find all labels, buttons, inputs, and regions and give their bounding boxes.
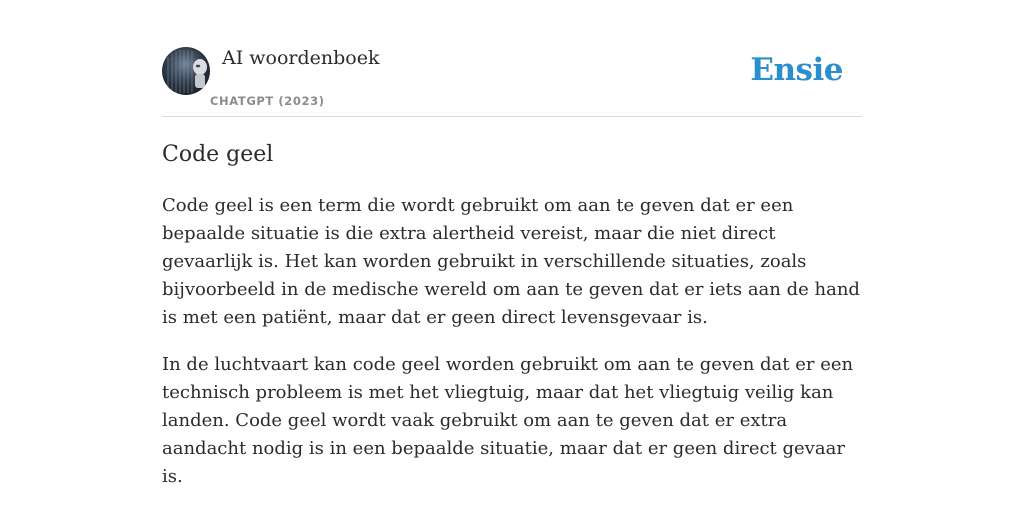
paragraph: Code geel is een term die wordt gebruikt om aan te geven dat er een bepaalde situatie is die extra alertheid vereist, maar die niet direct gevaarlijk is. Het kan worden gebruikt in verschillende situaties, zoals bijvoorbeeld in de medische wereld om aan te geven dat er iets aan de hand is met een patiënt, maar dat er geen direct levensgevaar is.	[162, 195, 860, 328]
definition-body	[162, 192, 862, 510]
source-name[interactable]: AI woordenboek	[222, 47, 380, 69]
ensie-logo[interactable]: Ensie	[750, 52, 843, 88]
source-meta: CHATGPT (2023)	[210, 94, 325, 108]
paragraph: In de luchtvaart kan code geel worden gebruikt om aan te geven dat er een technisch probleem is met het vliegtuig, maar dat het vliegtuig veilig kan landen. Code geel wordt vaak gebruikt om aan te geven dat er extra aandacht nodig is in een bepaalde situatie, maar dat er geen direct gevaar is.	[162, 354, 854, 487]
source-header	[162, 46, 862, 117]
robot-avatar-icon[interactable]	[162, 47, 210, 95]
page-title: Code geel	[162, 142, 274, 167]
